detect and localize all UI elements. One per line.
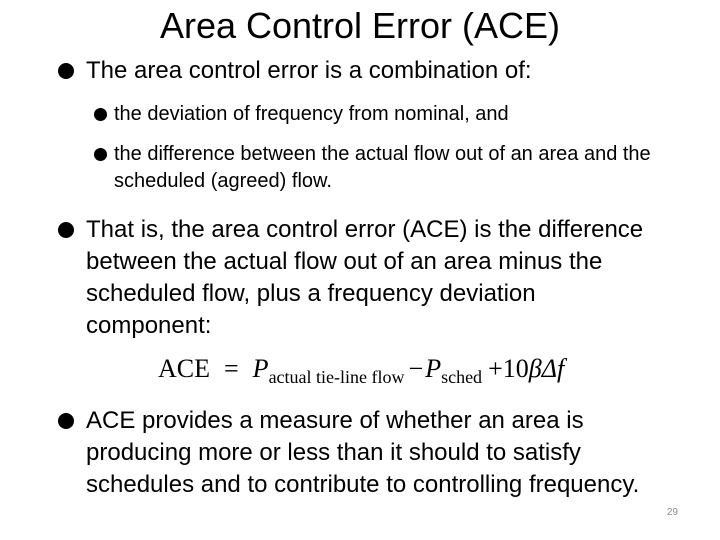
equation-p-symbol-2: P bbox=[425, 354, 442, 383]
bullet-1 bbox=[86, 55, 706, 87]
equation-lhs: ACE bbox=[158, 354, 210, 383]
bullet-dot-icon bbox=[58, 222, 74, 238]
equation-coefficient: 10 bbox=[502, 354, 529, 383]
sub-bullet-1 bbox=[114, 101, 694, 128]
equation-p-sched bbox=[425, 354, 483, 387]
sub-bullet-dot-icon bbox=[94, 148, 107, 161]
equation-p-actual bbox=[252, 354, 405, 387]
slide-title: Area Control Error (ACE) bbox=[159, 5, 561, 46]
equation-p-symbol: P bbox=[252, 354, 269, 383]
bullet-dot-icon bbox=[58, 63, 74, 79]
bullet-3 bbox=[86, 405, 686, 501]
sub-bullet-dot-icon bbox=[94, 108, 107, 121]
equation-subscript-sched: sched bbox=[441, 367, 483, 387]
equation-minus: − bbox=[408, 354, 424, 383]
equation-subscript-actual: actual tie-line flow bbox=[268, 367, 405, 387]
bullet-2-text: That is, the area control error (ACE) is the difference between the actual flow out of an area minus the scheduled flow, plus a frequency deviation component: bbox=[86, 216, 644, 339]
bullet-2 bbox=[86, 214, 646, 342]
equation-plus: + bbox=[488, 354, 503, 383]
bullet-1-text: The area control error is a combination of: bbox=[86, 57, 532, 84]
equation-delta-f: Δf bbox=[541, 354, 565, 383]
ace-equation bbox=[158, 352, 564, 386]
page-number: 29 bbox=[666, 507, 678, 518]
equation-equals: = bbox=[224, 354, 239, 383]
equation-beta: β bbox=[528, 354, 542, 383]
sub-bullet-1-text: the deviation of frequency from nominal, and bbox=[114, 103, 509, 125]
bullet-dot-icon bbox=[58, 413, 74, 429]
sub-bullet-2 bbox=[114, 141, 670, 195]
sub-bullet-2-text: the difference between the actual flow out of an area and the scheduled (agreed) flow. bbox=[114, 143, 651, 192]
bullet-3-text: ACE provides a measure of whether an area is producing more or less than it should to satisfy schedules and to contribute to controlling frequency. bbox=[86, 407, 640, 498]
